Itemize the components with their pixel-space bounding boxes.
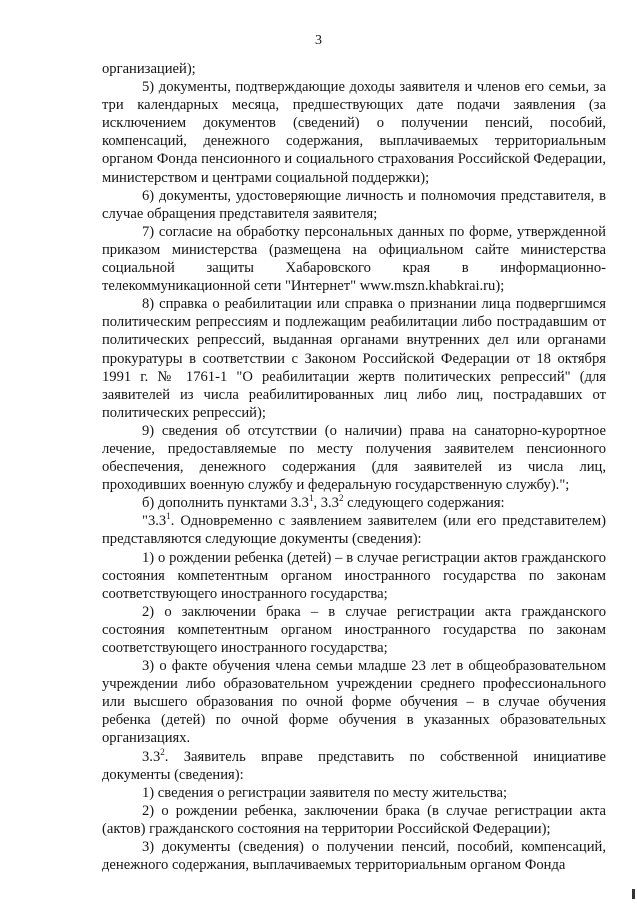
list-3-3-2-item-3: 3) документы (сведения) о получении пенсий, пособий, компенсаций, денежного содержания, выплачиваемых территориальным органом Фонда [102,839,606,874]
scan-edge-mark [632,889,635,899]
document-body [102,60,606,874]
list-3-3-2-item-1: 1) сведения о регистрации заявителя по месту жительства; [142,784,508,801]
paragraph-item-8: 8) справка о реабилитации или справка о признании лица подвергшимся политическим репрессиям и подлежащим реабилитации либо пострадавшим от политических репрессий, выданная органами внутренних дел или органами прокуратуры в соответствии с Законом Российской Федерации от 18 октября 1991 г. № 1761-1 "О реабилитации жертв политических репрессий" (для заявителей из числа реабилитированных лиц либо лиц, пострадавших от политических репрессий); [102,296,606,421]
page-number: 3 [315,33,322,48]
paragraph-3-3-1 [102,512,606,548]
item-3-3-1-sup: 1 [166,511,171,522]
supplement-sup-2: 2 [338,493,344,504]
supplement-mid: , 3.3 [313,495,339,512]
item-3-3-1-prefix: "3.3 [142,513,167,530]
item-3-3-2-text: . Заявитель вправе представить по собственной инициативе документы (сведения): [102,748,606,783]
paragraph-3-3-2 [102,748,606,784]
paragraph-item-7: 7) согласие на обработку персональных данных по форме, утвержденной приказом министерства (размещена на официальном сайте министерства социальной защиты Хабаровского края в информационно-телекоммуникационной сети "Интернет" www.mszn.khabkrai.ru); [102,223,606,295]
list-3-3-2-item-2: 2) о рождении ребенка, заключении брака (в случае регистрации акта (актов) гражданского состояния на территории Российской Федерации); [102,802,606,837]
paragraph-supplement [102,494,606,512]
supplement-suffix: следующего содержания: [343,495,505,512]
item-3-3-1-text: . Одновременно с заявлением заявителем (или его представителем) представляются следующие документы (сведения): [102,513,606,548]
list-3-3-1-item-1: 1) о рождении ребенка (детей) – в случае регистрации актов гражданского состояния компетентным органом иностранного государства по законам соответствующего иностранного государства; [102,549,606,602]
list-3-3-1-item-2: 2) о заключении брака – в случае регистрации акта гражданского состояния компетентным органом иностранного государства по законам соответствующего иностранного государства; [102,603,606,656]
item-3-3-2-sup: 2 [160,746,165,757]
paragraph-item-6: 6) документы, удостоверяющие личность и полномочия представителя, в случае обращения представителя заявителя; [102,187,606,222]
paragraph-item-9: 9) сведения об отсутствии (о наличии) права на санаторно-курортное лечение, предоставляемые по месту получения заявителем пенсионного обеспечения, денежного содержания (для заявителей из числа лиц, проходивших военную службу и федеральную государственную службу)."; [102,422,606,494]
supplement-sup-1: 1 [308,493,314,504]
list-3-3-1-item-3: 3) о факте обучения члена семьи младше 23 лет в общеобразовательном учреждении либо образовательном учреждении среднего профессионального или высшего образования по очной форме обучения – в случае обучения ребенка (детей) по очной форме обучения в указанных образовательных организациях. [102,658,606,747]
paragraph-continuation: организацией); [102,61,196,77]
item-3-3-2-prefix: 3.3 [142,748,161,765]
supplement-prefix: б) дополнить пунктами 3.3 [142,495,309,512]
paragraph-item-5: 5) документы, подтверждающие доходы заявителя и членов его семьи, за три календарных месяца, предшествующих дате подачи заявления (за исключением документов (сведений) о получении пенсий, пособий, компенсаций, денежного содержания, выплачиваемых территориальным органом Фонда пенсионного и социального страхования Российской Федерации, министерством и центрами социальной поддержки); [102,79,606,186]
